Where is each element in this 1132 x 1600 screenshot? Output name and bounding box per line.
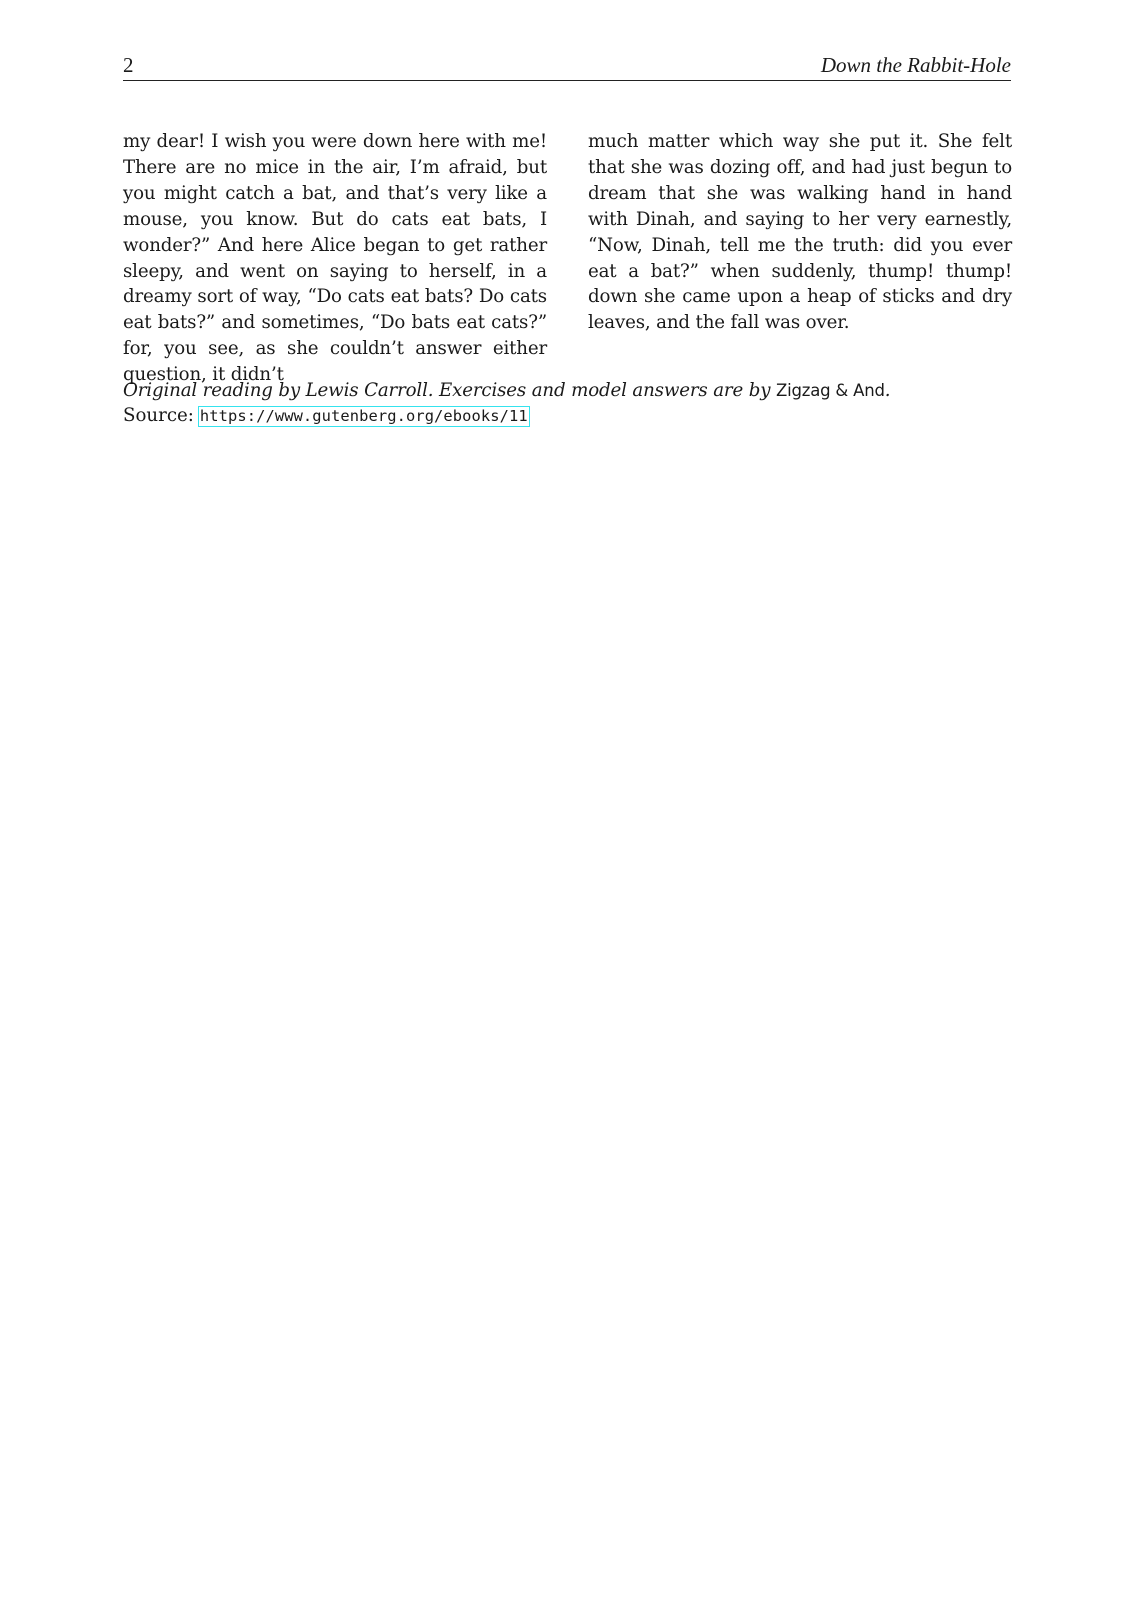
- text-column-left: my dear! I wish you were down here with me! There are no mice in the air, I’m afraid, but you might catch a bat, and that’s very like a mouse, you know. But do cats eat bats, I wonder?” And here Alice began to get rather sleepy, and went on saying to herself, in a dreamy sort of way, “Do cats eat bats? Do cats eat bats?” and sometimes, “Do bats eat cats?” for, you see, as she couldn’t answer either question, it didn’t: [123, 131, 547, 386]
- credit-line: [123, 378, 890, 404]
- credit-authors: Zigzag & And: [775, 381, 885, 400]
- text-column-right: much matter which way she put it. She felt that she was dozing off, and had just begun to dream that she was walking hand in hand with Dinah, and saying to her very earnestly, “Now, Dinah, tell me the truth: did you ever eat a bat?” when suddenly, thump! thump! down she came upon a heap of sticks and dry leaves, and the fall was over.: [588, 131, 1012, 334]
- source-link[interactable]: https://www.gutenberg.org/ebooks/11: [199, 407, 528, 425]
- credit-period: .: [884, 380, 891, 401]
- running-header: [123, 52, 1011, 81]
- page-number: 2: [123, 53, 134, 77]
- chapter-title: Down the Rabbit-Hole: [820, 53, 1011, 77]
- credit-text: Original reading by Lewis Carroll. Exercises and model answers are by: [123, 380, 771, 401]
- source-line: [123, 403, 530, 429]
- source-label: Source:: [123, 405, 194, 426]
- document-page: [123, 0, 1011, 1600]
